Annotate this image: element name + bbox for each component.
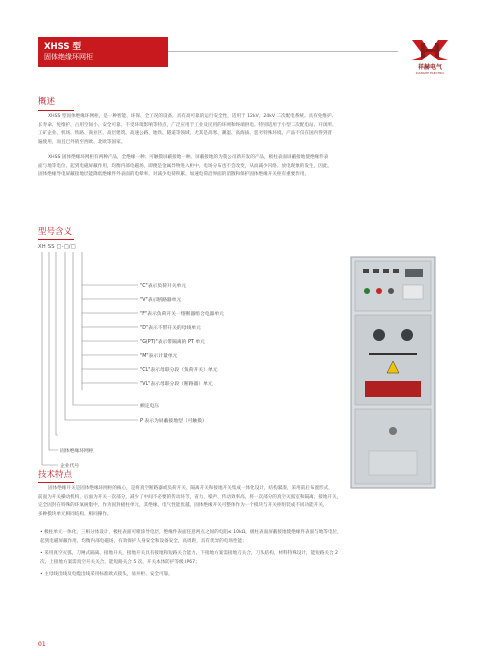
logo-english-text: XIANGHE ELECTRIC bbox=[415, 71, 445, 75]
model-item: 固体绝缘环网柜 bbox=[60, 449, 94, 454]
overview-p1-line: 工矿企业、机场、铁路、商业区、高层建筑、高速公路、地铁、隧道等领域，尤其是高寒、潮湿、高海拔、恶劣特殊环境。产品不仅在国内得到普 bbox=[38, 131, 333, 137]
model-item: 额定电压 bbox=[140, 404, 160, 409]
features-heading: 技术特点 bbox=[38, 470, 73, 480]
product-subtitle: 固体绝缘环网柜 bbox=[44, 53, 93, 61]
overview-p2-line: 面与地等电位，起到电磁屏蔽作用，均衡内部电磁场，即便是金属异物进入柜中，电场分布也不会改变，从而减少闪络、放电现象的发生，因此， bbox=[38, 163, 333, 169]
model-item: 企业代号 bbox=[60, 464, 80, 469]
features-bullet-line: • 主母线出线及电缆出线采用标准欧式接头，易并柜、安全可靠。 bbox=[40, 572, 173, 577]
page-number: 01 bbox=[38, 641, 46, 648]
model-item: "F"表示负荷开关一熔断器组合电器单元 bbox=[140, 312, 224, 317]
model-item: "V"表示断路器单元 bbox=[140, 298, 182, 303]
features-bullet-line: • 采用真空灭弧，刀闸式隔离、接地开关，接地开关具有接地和短路关合能力，下接地方案需接地刀关合，刀头结构，材料特殊设计，能短路关合 2 bbox=[40, 551, 338, 556]
features-intro-line: 完全固封在特殊的环氧树脂中，作为固封极柱单元，其绝缘、电气性能优越。固体绝缘开关可整体作为一个模块与开关柜组装成不同功能开关， bbox=[38, 503, 328, 509]
features-bullet-1 bbox=[40, 529, 440, 546]
model-item: "CL"表示母联分段（负荷开关）单元 bbox=[140, 368, 218, 373]
features-bullet-line: 起到电磁屏蔽作用，均衡内部电磁场，有效保护人身安全和设备安全，高周距，具有优异的电场性能； bbox=[40, 538, 247, 544]
features-underline bbox=[38, 482, 74, 483]
features-intro-line: 前面为开关操动机构，后面为开关一次部分，减少了中间不必要的传动环节，省力、噪声、传动效率高，将一次部分的真空灭弧室和隔离、接地开关， bbox=[38, 494, 342, 500]
model-item: "VL"表示母联分段（断路器）单元 bbox=[140, 382, 213, 387]
model-item: "M"表示计量单元 bbox=[140, 354, 178, 359]
model-item: P 表示为屏蔽接地型（可触摸） bbox=[140, 419, 207, 424]
features-bullet-line: 次，上接地方案需真空开关关合，能短路关合 5 次，开关本体防护等级 IP67； bbox=[40, 559, 200, 565]
logo-text: 祥赫电气 bbox=[417, 64, 442, 71]
features-bullet-2 bbox=[40, 550, 440, 567]
features-intro bbox=[38, 485, 440, 519]
model-code: XH SS □-□/□ bbox=[38, 244, 76, 250]
overview-p2-line: XHSS 固体绝缘环网柜有两种产品，全绝缘一种；可触摸屏蔽接地一种。屏蔽接地的为我公司新开发的产品，极柱表面屏蔽接地使绝缘件表 bbox=[48, 155, 329, 160]
overview-p2-line: 固体绝缘导电屏蔽接地层能降低绝缘件外表面的电晕率，对减少电荷积累、加速电荷沿界面的消散和保护固体绝缘开关柜有重要作用。 bbox=[38, 172, 310, 178]
model-item: "G(PT)"表示带隔离的 PT 单元 bbox=[140, 340, 205, 345]
model-heading: 型号含义 bbox=[38, 227, 73, 237]
features-bullet-3 bbox=[40, 571, 440, 580]
overview-p1-line: XHSS 型固体绝缘环网柜，是一种智能、环保、全工况的设备，具有高可靠的运行安全性，适用于 12kV、24kV 二次配电系统。具有免维护、 bbox=[48, 114, 337, 119]
product-title: XHSS 型 bbox=[44, 42, 81, 52]
switchgear-cabinet-image bbox=[349, 255, 437, 490]
overview-p1-line: 长寿命、免维护、占用空间小、安全可靠、不受环境影响等特点，广泛应用于工业及民用的环网和终端供电。特别适用于小型二次配电站、开闭所、 bbox=[38, 122, 337, 128]
overview-heading: 概述 bbox=[38, 97, 56, 107]
model-item: "D"表示不带开关的母线单元 bbox=[140, 326, 201, 331]
model-item: "C"表示负荷开关单元 bbox=[140, 284, 187, 289]
features-intro-line: 固体绝缘开关是固体绝缘环网柜的核心，是将真空断路器或负荷开关、隔离开关和接地开关集成一体化设计，结构紧凑，采用前后布置形式， bbox=[48, 486, 333, 491]
overview-p1-line: 遍使用，而且已外销至西欧、北欧等国家。 bbox=[38, 139, 126, 145]
features-bullet-line: • 极柱单元一体化，三相分体设计，极柱表面可喷涂导电层，绝缘件表面任意两点之间的电阻≤ 10kΩ，极柱表面屏蔽接地使绝缘件表面与地等电位， bbox=[40, 530, 342, 535]
features-intro-line: 多种模块单元相同结构、相同操作。 bbox=[38, 511, 112, 517]
